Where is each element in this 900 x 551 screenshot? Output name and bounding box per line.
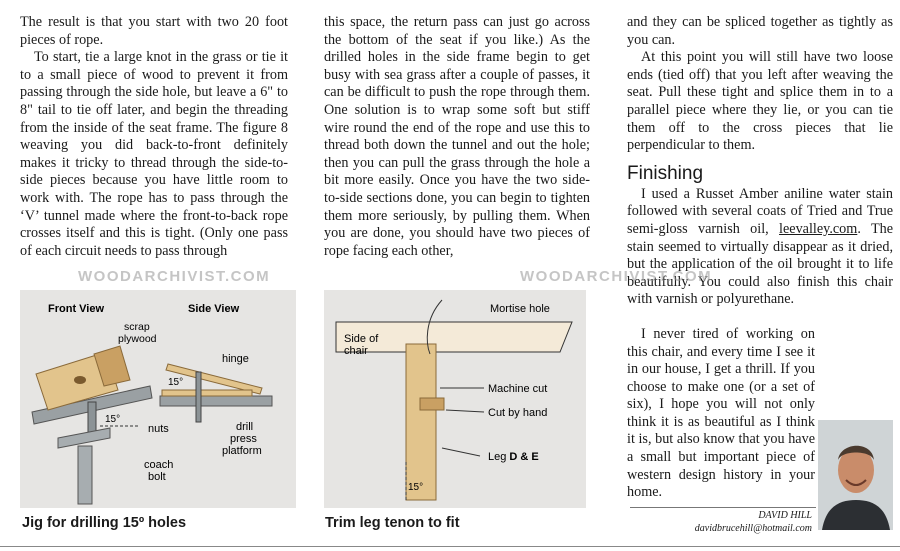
leader-line [442,448,480,456]
author-portrait [818,420,893,530]
bolt-shape [88,402,96,432]
tenon-illustration [324,290,586,508]
cut-by-hand-label: Cut by hand [488,407,548,419]
angle-label: 15° [408,482,424,493]
watermark: WOODARCHIVIST.COM [78,268,271,285]
machine-cut-label: Machine cut [488,383,548,395]
tenon-shape [420,398,444,410]
leg-shape [406,344,436,500]
figure-caption: Jig for drilling 15º holes [22,515,187,531]
leg-label: Leg D & E [488,451,539,463]
hinge-label: hinge [222,353,249,365]
paragraph [627,186,893,309]
bolt-label: bolt [148,471,166,483]
front-view-label: Front View [48,303,105,315]
article-column-2 [324,14,590,260]
figure-tenon [324,290,586,508]
base-shape [58,428,110,448]
paragraph-text: I used a Russet Amber aniline water stain followed with several coats of Tried and True semi-gloss varnish oil, [627,185,893,237]
page-rule [0,546,900,547]
figure-jig [20,290,296,508]
side-view-label: Side View [188,303,240,315]
column-shape [78,446,92,504]
watermark: WOODARCHIVIST.COM [520,268,713,285]
figure-caption: Trim leg tenon to fit [325,515,460,531]
nuts-label: nuts [148,423,169,435]
paragraph: To start, tie a large knot in the grass or tie it to a small piece of wood to prevent it from passing through the side hole, but leave a 6" to 8" tail to tie off later, and begin the threading from the inside of the seat frame. The figure 8 weaving you did back-to-front definitely makes it tricky to thread through the side-to-side pieces because you have little room to work with. The rope has to pass through the ‘V’ tunnel made where the front-to-back rope crosses itself and this is tight. (Only one pass of each circuit needs to pass through [20,49,288,259]
paragraph-text: . The stain seemed to virtually disappear as it dried, but the application of the oil brought it to life beautifully. You could also finish this chair with varnish or polyurethane. [627,220,894,308]
drill-label: drill [236,421,254,433]
base-board-shape [162,390,252,396]
coach-bolt-shape [196,372,201,422]
section-heading: Finishing [627,162,704,184]
paragraph: this space, the return pass can just go across the bottom of the seat if you like.) As the drilled holes in the side frame begin to get busy with sea grass after a couple of passes, it can be difficult to push the rope through them. One solution is to wrap some soft but stiff wire round the end of the rope and use this to thread both down the tunnel and out the hole; then you can pull the grass through the hole a bit more easily. Once you have the two side-to-side sections done, you can begin to tighten them more seriously, by pulling them. When you are done, you should have two pieces of rope facing each other, [324,14,590,259]
platform-side-shape [160,396,272,406]
coach-label: coach [144,459,174,471]
author-email: davidbrucehill@hotmail.com [694,523,812,534]
mortise-label: Mortise hole [490,303,550,315]
angle-label: 15° [168,377,184,388]
article-column-1 [20,14,288,260]
side-of-label: Side of [344,333,379,345]
signature-rule [630,507,816,508]
platform-label: platform [222,445,262,457]
jig-illustration [20,290,296,508]
paragraph: At this point you will still have two loose ends (tied off) that you left after weaving the seat. Pull these tight and splice them in to a parallel piece where they lie, or you can tie them off to the cross pieces that lie perpendicular to them. [627,49,893,154]
leevalley-link[interactable]: leevalley.com [779,220,858,237]
plywood-label: plywood [118,333,157,345]
chair-label: chair [344,345,368,357]
scrap-label: scrap [124,321,150,333]
press-label: press [230,433,257,445]
paragraph: and they can be spliced together as tightly as you can. [627,14,893,48]
author-name: DAVID HILL [758,510,812,521]
paragraph: I never tired of working on this chair, and every time I see it in our house, I get a thrill. If you choose to make one (or a set of six), I hope you will not only think it is as beautiful as I think it is, but also know that you have a small but important piece of western design history in your home. [627,325,815,501]
paragraph: The result is that you start with two 20 foot pieces of rope. [20,14,288,48]
leader-line [446,410,484,412]
hole-shape [74,376,86,384]
angle-label: 15° [105,414,121,425]
author-photo [818,420,893,530]
